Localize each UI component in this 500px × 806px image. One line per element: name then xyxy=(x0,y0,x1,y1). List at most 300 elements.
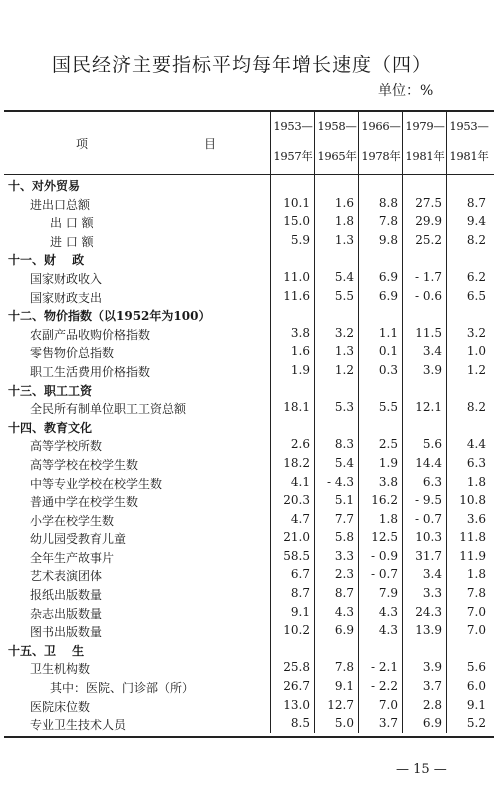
table-row xyxy=(4,361,494,380)
cell-value: 8.3 xyxy=(334,437,354,452)
table-cell xyxy=(446,584,491,603)
table-cell xyxy=(270,380,315,399)
table-cell xyxy=(314,603,359,622)
table-cell xyxy=(270,231,315,250)
table-cell xyxy=(314,380,359,399)
cell-value: 11.6 xyxy=(283,288,310,303)
row-label: 卫生机构数 xyxy=(30,662,91,677)
table-cell xyxy=(270,547,315,566)
cell-value: - 9.5 xyxy=(415,493,442,508)
cell-value: 1.2 xyxy=(334,362,354,377)
cell-value: 10.2 xyxy=(283,623,310,638)
table-cell xyxy=(270,249,315,268)
category-label: 十二、物价指数（以1952年为100） xyxy=(8,309,211,324)
cell-value: 6.0 xyxy=(466,679,486,694)
table-cell xyxy=(402,231,447,250)
category-row xyxy=(4,417,494,436)
table-cell xyxy=(402,305,447,324)
cell-value: 18.1 xyxy=(283,400,310,415)
table-cell xyxy=(358,491,403,510)
table-cell xyxy=(314,194,359,213)
table-cell xyxy=(314,454,359,473)
category-row xyxy=(4,175,494,194)
period-end: 1965年 xyxy=(317,149,357,163)
cell-value: 11.0 xyxy=(283,269,310,284)
table-cell xyxy=(402,696,447,715)
table-row xyxy=(4,454,494,473)
cell-value: 5.0 xyxy=(334,716,354,731)
table-body xyxy=(4,175,494,733)
table-cell xyxy=(446,528,491,547)
table-cell xyxy=(402,324,447,343)
cell-value: 3.9 xyxy=(422,362,442,377)
table-cell xyxy=(358,287,403,306)
table-row xyxy=(4,231,494,250)
cell-value: 7.0 xyxy=(378,697,398,712)
cell-value: 20.3 xyxy=(283,493,310,508)
period-end: 1981年 xyxy=(449,149,489,163)
table-cell xyxy=(270,175,315,194)
table-cell xyxy=(402,547,447,566)
period-header xyxy=(402,112,447,174)
period-start: 1953— xyxy=(273,119,313,133)
cell-value: 5.5 xyxy=(334,288,354,303)
table-cell xyxy=(402,658,447,677)
table-cell xyxy=(402,473,447,492)
category-row xyxy=(4,305,494,324)
table-cell xyxy=(358,640,403,659)
table-cell xyxy=(358,175,403,194)
table-cell xyxy=(270,305,315,324)
cell-value: 31.7 xyxy=(415,548,442,563)
cell-value: 3.3 xyxy=(334,548,354,563)
cell-value: 7.8 xyxy=(378,214,398,229)
cell-value: 2.6 xyxy=(290,437,310,452)
row-label: 出 口 额 xyxy=(50,216,94,231)
table-cell xyxy=(402,380,447,399)
table-cell xyxy=(446,268,491,287)
table-cell xyxy=(358,435,403,454)
table-cell xyxy=(402,584,447,603)
cell-value: 6.7 xyxy=(290,567,310,582)
table-cell xyxy=(314,417,359,436)
category-label: 十三、职工工资 xyxy=(8,383,93,398)
cell-value: 8.2 xyxy=(466,400,486,415)
row-label: 报纸出版数量 xyxy=(30,588,103,603)
cell-value: 13.0 xyxy=(283,697,310,712)
table-cell xyxy=(270,621,315,640)
table-cell xyxy=(270,194,315,213)
row-label: 高等学校在校学生数 xyxy=(30,457,139,472)
table-cell xyxy=(314,342,359,361)
row-label: 中等专业学校在校学生数 xyxy=(30,476,163,491)
cell-value: 7.0 xyxy=(466,623,486,638)
cell-value: 9.1 xyxy=(466,697,486,712)
table-cell xyxy=(446,640,491,659)
cell-value: 7.8 xyxy=(334,660,354,675)
cell-value: 1.8 xyxy=(466,567,486,582)
table-cell xyxy=(358,324,403,343)
cell-value: 6.3 xyxy=(466,455,486,470)
cell-value: 8.7 xyxy=(334,586,354,601)
table-cell xyxy=(358,231,403,250)
cell-value: 6.3 xyxy=(422,474,442,489)
table-cell xyxy=(314,640,359,659)
table-cell xyxy=(270,287,315,306)
table-row xyxy=(4,212,494,231)
row-label: 进出口总额 xyxy=(30,197,91,212)
cell-value: 7.9 xyxy=(378,586,398,601)
table-row xyxy=(4,324,494,343)
row-label: 专业卫生技术人员 xyxy=(30,718,127,733)
table-cell xyxy=(270,212,315,231)
table-cell xyxy=(314,547,359,566)
table-cell xyxy=(446,565,491,584)
cell-value: - 1.7 xyxy=(415,269,442,284)
row-label: 幼儿园受教育儿童 xyxy=(30,532,127,547)
table-cell xyxy=(446,677,491,696)
table-cell xyxy=(358,249,403,268)
category-label: 十四、教育文化 xyxy=(8,420,93,435)
table-row xyxy=(4,473,494,492)
cell-value: 11.9 xyxy=(459,548,486,563)
cell-value: - 2.2 xyxy=(371,679,398,694)
table-cell xyxy=(270,677,315,696)
table-cell xyxy=(446,714,491,733)
cell-value: 3.8 xyxy=(290,325,310,340)
cell-value: 3.2 xyxy=(334,325,354,340)
table-cell xyxy=(314,510,359,529)
table-cell xyxy=(446,380,491,399)
cell-value: 5.5 xyxy=(378,400,398,415)
period-header xyxy=(270,112,315,174)
cell-value: 12.5 xyxy=(371,530,398,545)
table-cell xyxy=(314,361,359,380)
table-cell xyxy=(402,491,447,510)
table-cell xyxy=(270,528,315,547)
period-end: 1981年 xyxy=(405,149,445,163)
table-cell xyxy=(358,361,403,380)
table-cell xyxy=(270,603,315,622)
table-cell xyxy=(358,584,403,603)
cell-value: 6.9 xyxy=(422,716,442,731)
table-cell xyxy=(358,658,403,677)
table-cell xyxy=(402,249,447,268)
table-cell xyxy=(358,547,403,566)
table-row xyxy=(4,491,494,510)
table-row xyxy=(4,584,494,603)
row-label: 零售物价总指数 xyxy=(30,346,115,361)
period-start: 1958— xyxy=(317,119,357,133)
header-item-label: 目 xyxy=(204,137,217,151)
table-cell xyxy=(446,398,491,417)
cell-value: 1.8 xyxy=(378,511,398,526)
cell-value: 1.6 xyxy=(290,344,310,359)
table-row xyxy=(4,435,494,454)
row-label: 其中：医院、门诊部（所） xyxy=(50,681,195,696)
table-row xyxy=(4,398,494,417)
table-cell xyxy=(314,677,359,696)
table-cell xyxy=(446,417,491,436)
table-cell xyxy=(358,677,403,696)
table-cell xyxy=(446,510,491,529)
table-cell xyxy=(446,212,491,231)
table-cell xyxy=(446,231,491,250)
table-cell xyxy=(402,528,447,547)
row-label: 杂志出版数量 xyxy=(30,606,103,621)
cell-value: 18.2 xyxy=(283,455,310,470)
table-cell xyxy=(270,324,315,343)
cell-value: 10.1 xyxy=(283,195,310,210)
table-cell xyxy=(446,361,491,380)
table-cell xyxy=(402,454,447,473)
cell-value: 25.8 xyxy=(283,660,310,675)
header-item-label: 项 xyxy=(76,137,89,151)
cell-value: 0.1 xyxy=(378,344,398,359)
table-cell xyxy=(314,175,359,194)
table-cell xyxy=(358,194,403,213)
cell-value: 1.8 xyxy=(466,474,486,489)
table-row xyxy=(4,658,494,677)
table-cell xyxy=(446,435,491,454)
table-cell xyxy=(270,510,315,529)
cell-value: 5.2 xyxy=(466,716,486,731)
page-number: — 15 — xyxy=(396,762,447,777)
cell-value: 3.3 xyxy=(422,586,442,601)
cell-value: 3.9 xyxy=(422,660,442,675)
table-cell xyxy=(402,435,447,454)
table-cell xyxy=(270,398,315,417)
table-cell xyxy=(358,473,403,492)
cell-value: 7.0 xyxy=(466,604,486,619)
table-cell xyxy=(358,603,403,622)
cell-value: 16.2 xyxy=(371,493,398,508)
table-cell xyxy=(314,491,359,510)
cell-value: 25.2 xyxy=(415,232,442,247)
table-cell xyxy=(446,305,491,324)
row-label: 普通中学在校学生数 xyxy=(30,495,139,510)
table-cell xyxy=(446,287,491,306)
cell-value: 2.5 xyxy=(378,437,398,452)
table-cell xyxy=(402,714,447,733)
table-cell xyxy=(270,435,315,454)
table-cell xyxy=(314,249,359,268)
cell-value: 9.1 xyxy=(290,604,310,619)
table-cell xyxy=(446,342,491,361)
table-cell xyxy=(446,696,491,715)
period-start: 1979— xyxy=(405,119,445,133)
table-cell xyxy=(402,194,447,213)
table-cell xyxy=(402,361,447,380)
table-cell xyxy=(358,714,403,733)
cell-value: 5.4 xyxy=(334,455,354,470)
table-row xyxy=(4,510,494,529)
cell-value: 1.1 xyxy=(378,325,398,340)
cell-value: 0.3 xyxy=(378,362,398,377)
cell-value: 8.2 xyxy=(466,232,486,247)
table-cell xyxy=(358,510,403,529)
cell-value: 5.9 xyxy=(290,232,310,247)
cell-value: 1.6 xyxy=(334,195,354,210)
row-label: 全年生产故事片 xyxy=(30,550,115,565)
indicator-table xyxy=(4,110,494,733)
table-cell xyxy=(358,565,403,584)
cell-value: 5.1 xyxy=(334,493,354,508)
row-label: 全民所有制单位职工工资总额 xyxy=(30,402,187,417)
row-label: 职工生活费用价格指数 xyxy=(30,364,151,379)
table-cell xyxy=(446,491,491,510)
table-cell xyxy=(314,621,359,640)
cell-value: 27.5 xyxy=(415,195,442,210)
table-row xyxy=(4,287,494,306)
cell-value: 10.8 xyxy=(459,493,486,508)
table-cell xyxy=(358,417,403,436)
table-cell xyxy=(270,640,315,659)
table-cell xyxy=(270,584,315,603)
cell-value: 11.8 xyxy=(459,530,486,545)
cell-value: 6.9 xyxy=(378,288,398,303)
table-cell xyxy=(270,491,315,510)
table-cell xyxy=(270,454,315,473)
cell-value: 12.7 xyxy=(327,697,354,712)
row-label: 高等学校所数 xyxy=(30,439,103,454)
cell-value: 7.8 xyxy=(466,586,486,601)
cell-value: 9.1 xyxy=(334,679,354,694)
cell-value: 9.8 xyxy=(378,232,398,247)
cell-value: 21.0 xyxy=(283,530,310,545)
table-cell xyxy=(270,342,315,361)
cell-value: 6.9 xyxy=(334,623,354,638)
table-cell xyxy=(446,547,491,566)
table-row xyxy=(4,268,494,287)
cell-value: 15.0 xyxy=(283,214,310,229)
cell-value: 8.8 xyxy=(378,195,398,210)
category-row xyxy=(4,380,494,399)
cell-value: 13.9 xyxy=(415,623,442,638)
cell-value: 4.3 xyxy=(334,604,354,619)
table-cell xyxy=(402,603,447,622)
cell-value: 3.6 xyxy=(466,511,486,526)
cell-value: 5.3 xyxy=(334,400,354,415)
period-header xyxy=(314,112,359,174)
row-label: 农副产品收购价格指数 xyxy=(30,327,151,342)
table-row xyxy=(4,714,494,733)
table-row xyxy=(4,528,494,547)
table-row xyxy=(4,603,494,622)
table-cell xyxy=(402,510,447,529)
cell-value: 8.7 xyxy=(466,195,486,210)
cell-value: 24.3 xyxy=(415,604,442,619)
category-label: 十五、卫 生 xyxy=(8,643,85,658)
cell-value: - 4.3 xyxy=(327,474,354,489)
table-cell xyxy=(314,324,359,343)
cell-value: 6.5 xyxy=(466,288,486,303)
table-cell xyxy=(402,342,447,361)
table-cell xyxy=(358,380,403,399)
cell-value: - 0.7 xyxy=(371,567,398,582)
cell-value: 12.1 xyxy=(415,400,442,415)
table-cell xyxy=(446,175,491,194)
table-cell xyxy=(446,658,491,677)
cell-value: 29.9 xyxy=(415,214,442,229)
cell-value: 4.3 xyxy=(378,604,398,619)
cell-value: 7.7 xyxy=(334,511,354,526)
period-start: 1953— xyxy=(449,119,489,133)
table-row xyxy=(4,547,494,566)
cell-value: 3.7 xyxy=(378,716,398,731)
table-row xyxy=(4,565,494,584)
cell-value: 1.3 xyxy=(334,232,354,247)
table-cell xyxy=(358,212,403,231)
cell-value: 11.5 xyxy=(415,325,442,340)
table-cell xyxy=(314,658,359,677)
table-cell xyxy=(314,584,359,603)
cell-value: 5.8 xyxy=(334,530,354,545)
table-cell xyxy=(358,268,403,287)
table-cell xyxy=(402,287,447,306)
cell-value: 26.7 xyxy=(283,679,310,694)
period-header xyxy=(446,112,491,174)
table-cell xyxy=(402,398,447,417)
period-end: 1957年 xyxy=(273,149,313,163)
period-end: 1978年 xyxy=(361,149,401,163)
cell-value: 2.3 xyxy=(334,567,354,582)
table-cell xyxy=(314,435,359,454)
category-row xyxy=(4,640,494,659)
table-cell xyxy=(314,696,359,715)
table-cell xyxy=(358,454,403,473)
table-cell xyxy=(402,417,447,436)
table-cell xyxy=(314,565,359,584)
row-label: 艺术表演团体 xyxy=(30,569,103,584)
table-cell xyxy=(314,231,359,250)
cell-value: 5.6 xyxy=(466,660,486,675)
table-cell xyxy=(358,528,403,547)
table-cell xyxy=(446,454,491,473)
cell-value: 4.4 xyxy=(466,437,486,452)
table-cell xyxy=(402,640,447,659)
cell-value: 1.3 xyxy=(334,344,354,359)
row-label: 国家财政支出 xyxy=(30,290,103,305)
table-cell xyxy=(358,342,403,361)
row-label: 小学在校学生数 xyxy=(30,513,115,528)
cell-value: 14.4 xyxy=(415,455,442,470)
table-cell xyxy=(270,361,315,380)
cell-value: 10.3 xyxy=(415,530,442,545)
table-row xyxy=(4,677,494,696)
table-cell xyxy=(446,194,491,213)
table-cell xyxy=(402,677,447,696)
table-cell xyxy=(358,696,403,715)
table-cell xyxy=(270,565,315,584)
period-header xyxy=(358,112,403,174)
table-cell xyxy=(358,305,403,324)
table-cell xyxy=(314,305,359,324)
category-label: 十一、财 政 xyxy=(8,253,85,268)
cell-value: 3.4 xyxy=(422,344,442,359)
table-header xyxy=(4,112,494,175)
table-cell xyxy=(314,528,359,547)
cell-value: 9.4 xyxy=(466,214,486,229)
table-cell xyxy=(314,473,359,492)
table-row xyxy=(4,696,494,715)
cell-value: - 0.7 xyxy=(415,511,442,526)
table-cell xyxy=(270,417,315,436)
row-label: 医院床位数 xyxy=(30,699,91,714)
table-bottom-rule xyxy=(4,736,494,738)
cell-value: 8.5 xyxy=(290,716,310,731)
table-cell xyxy=(446,249,491,268)
